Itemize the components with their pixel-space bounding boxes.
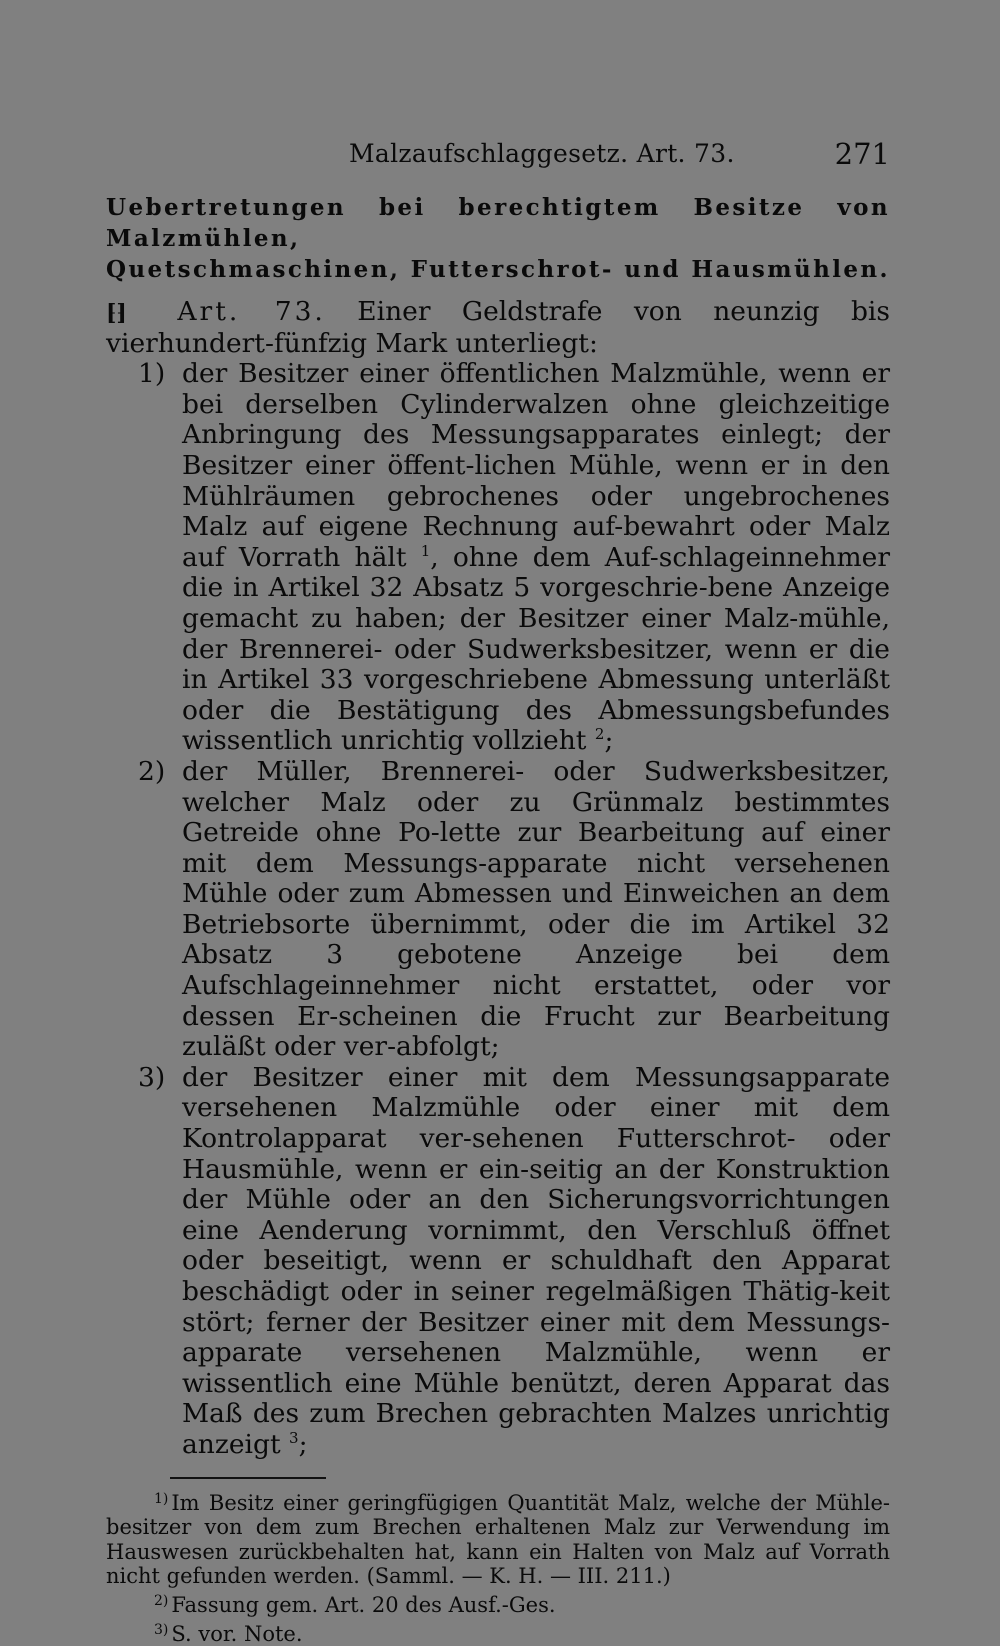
footnote-ref: 2 <box>594 725 605 744</box>
item-text: , ohne dem Auf-schlageinnehmer die in Artikel 32 Absatz 5 vorgeschrie-bene Anzeige gemacht zu haben; der Besitzer einer Malz-mühle, der Brennerei- oder Sudwerksbesitzer, wenn er die in Artikel 33 vorgeschriebene Abmessung unterläßt oder die Bestätigung des Abmessungsbefundes wissentlich unrichtig vollzieht <box>182 541 890 757</box>
page-number: 271 <box>834 137 890 171</box>
footnote-text: Im Besitz einer geringfügigen Quantität Malz, welche der Mühle-besitzer von dem zum Brechen erhaltenen Malz zur Verwendung im Hauswesen zurückbehalten hat, kann ein Halten von Malz auf Vorrath nicht gefunden werden. (Samml. — K. H. — III. 211.) <box>106 1490 890 1589</box>
running-title: Malzaufschlaggesetz. Art. 73. <box>349 139 735 168</box>
footnote-mark: 1) <box>154 1490 169 1507</box>
section-heading-line-2: Quetschmaschinen, Futterschrot- und Hausmühlen. <box>106 256 890 283</box>
item-text: der Besitzer einer öffentlichen Malzmühle, wenn er bei derselben Cylinderwalzen ohne gleichzeitige Anbringung des Messungsapparates einlegt; der Besitzer einer öffent-lichen Mühle, wenn er in den Mühlräumen gebrochenes oder ungebrochenes Malz auf eigene Rechnung auf-bewahrt oder Malz auf Vorrath hält <box>182 358 890 573</box>
footnote-mark: 3) <box>154 1621 169 1638</box>
item-text: der Müller, Brennerei- oder Sudwerksbesitzer, welcher Malz oder zu Grünmalz bestimmtes Getreide ohne Po-lette zur Bearbeitung auf einer mit dem Messungs-apparate nicht versehenen Mühle oder zum Abmessen und Einweichen an dem Betriebsorte übernimmt, oder die im Artikel 32 Absatz 3 gebotene Anzeige bei dem Aufschlageinnehmer nicht erstattet, oder vor dessen Er-scheinen die Frucht zur Bearbeitung zuläßt oder ver-abfolgt; <box>182 755 890 1063</box>
margin-mark-icon: ⁅⁆ <box>106 300 127 326</box>
footnote-divider <box>170 1477 326 1479</box>
article-item-2 <box>106 757 890 1063</box>
article-items <box>106 359 890 1460</box>
article-label: Art. 73. <box>177 296 326 327</box>
item-text: der Besitzer einer mit dem Messungsapparate versehenen Malzmühle oder einer mit dem Kontrolapparat ver-sehenen Futterschrot- oder Hausmühle, wenn er ein-seitig an der Konstruktion der Mühle oder an den Sicherungsvorrichtungen eine Aenderung vornimmt, den Verschluß öffnet oder beseitigt, wenn er schuldhaft den Apparat beschädigt oder in seiner regelmäßigen Thätig-keit stört; ferner der Besitzer einer mit dem Messungs-apparate versehenen Malzmühle, wenn er wissentlich eine Mühle benützt, deren Apparat das Maß des zum Brechen gebrachten Malzes unrichtig anzeigt <box>182 1061 890 1460</box>
running-head <box>106 132 890 176</box>
footnote-text: Fassung gem. Art. 20 des Ausf.-Ges. <box>171 1592 556 1617</box>
item-number: 2) <box>138 755 166 787</box>
item-text: ; <box>298 1428 308 1460</box>
footnote-ref: 1 <box>420 541 431 560</box>
item-number: 1) <box>138 358 166 390</box>
item-number: 3) <box>138 1061 166 1093</box>
section-heading <box>106 192 890 285</box>
section-heading-line-1: Uebertretungen bei berechtigtem Besitze von Malzmühlen, <box>106 194 890 252</box>
footnotes <box>106 1487 890 1646</box>
footnote-1 <box>106 1487 890 1589</box>
article-item-3 <box>106 1063 890 1461</box>
article-item-1 <box>106 359 890 757</box>
article-intro-text: Einer Geldstrafe von neunzig bis vierhundert-fünfzig Mark unterliegt: <box>106 296 890 359</box>
footnote-mark: 2) <box>154 1592 169 1609</box>
footnote-ref: 3 <box>289 1429 299 1448</box>
article-intro <box>106 297 890 359</box>
footnote-text: S. vor. Note. <box>171 1621 303 1646</box>
footnote-2 <box>106 1589 890 1618</box>
footnote-3 <box>106 1618 890 1646</box>
item-text: ; <box>604 725 614 757</box>
